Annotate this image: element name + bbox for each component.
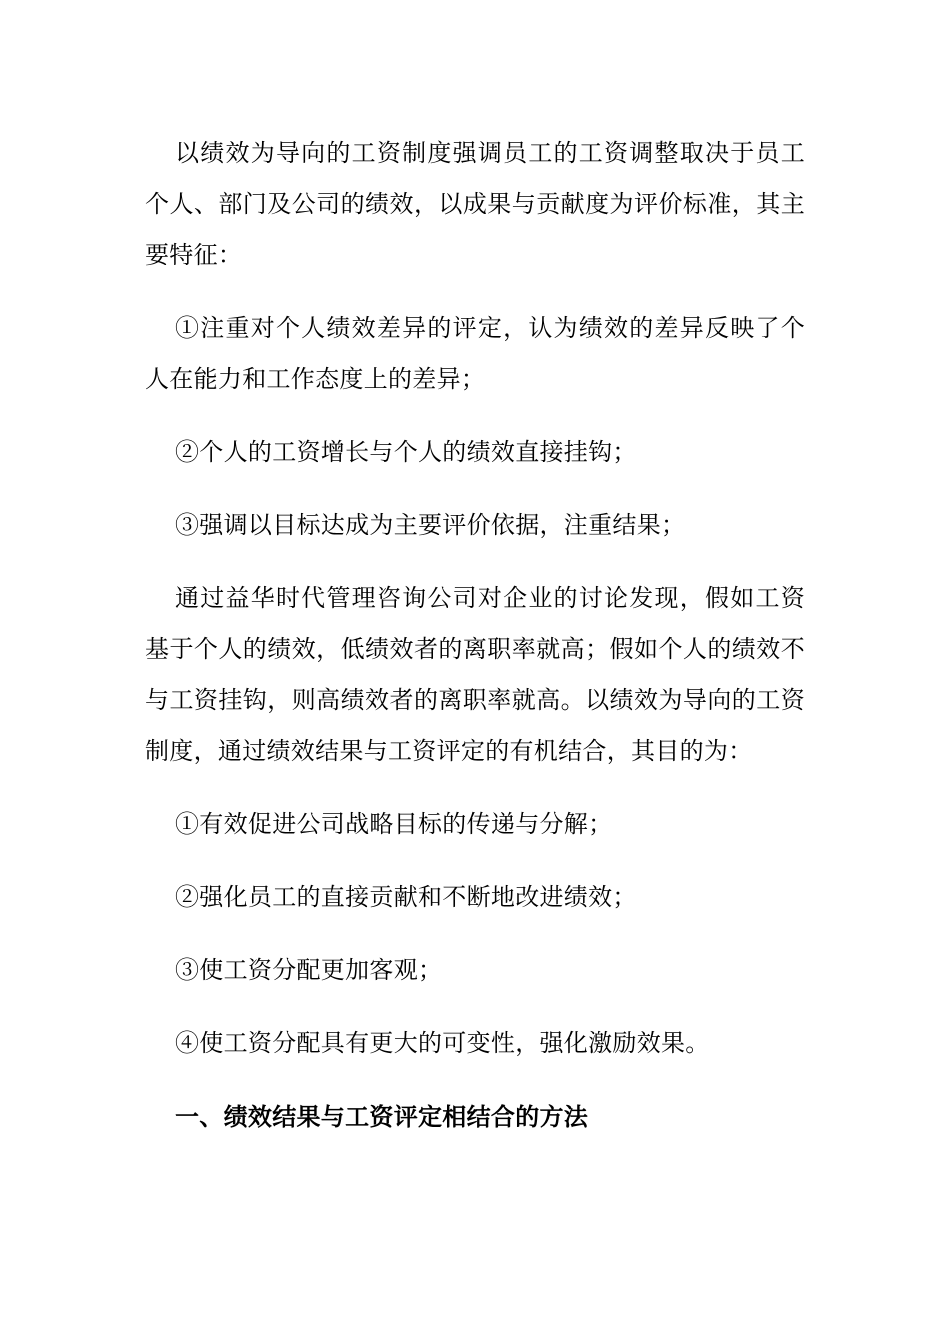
feature-item-1: ①注重对个人绩效差异的评定，认为绩效的差异反映了个人在能力和工作态度上的差异； [145, 314, 805, 393]
purpose-item-1: ①有效促进公司战略目标的传递与分解； [175, 810, 613, 838]
document-body [145, 128, 805, 1142]
purpose-item-4: ④使工资分配具有更大的可变性，强化激励效果。 [175, 1029, 710, 1057]
section-heading: 一、绩效结果与工资评定相结合的方法 [175, 1102, 589, 1131]
purpose-item-3: ③使工资分配更加客观； [175, 956, 443, 984]
feature-item-2: ②个人的工资增长与个人的绩效直接挂钩； [175, 438, 637, 466]
purpose-item-2: ②强化员工的直接贡献和不断地改进绩效； [175, 883, 637, 911]
feature-item-3: ③强调以目标达成为主要评价依据，注重结果； [175, 511, 686, 539]
intro-paragraph: 以绩效为导向的工资制度强调员工的工资调整取决于员工个人、部门及公司的绩效，以成果与贡献度为评价标准，其主要特征： [145, 139, 805, 269]
discussion-paragraph: 通过益华时代管理咨询公司对企业的讨论发现，假如工资基于个人的绩效，低绩效者的离职率就高；假如个人的绩效不与工资挂钩，则高绩效者的离职率就高。以绩效为导向的工资制度，通过绩效结果与工资评定的有机结合，其目的为： [145, 584, 805, 765]
